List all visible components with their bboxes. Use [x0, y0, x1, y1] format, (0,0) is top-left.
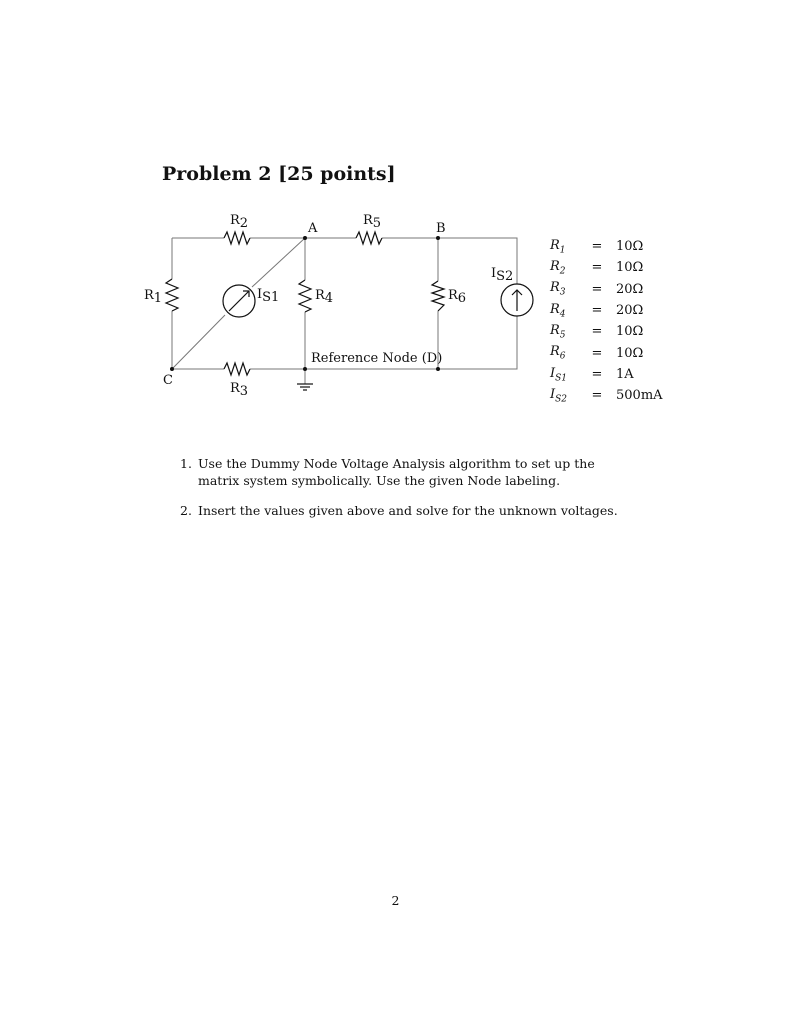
value-amount: 10Ω: [616, 324, 644, 340]
value-row: [550, 279, 663, 300]
component-values-table: [550, 236, 663, 406]
value-symbol-base: R: [550, 259, 560, 275]
value-symbol-base: I: [550, 365, 556, 381]
value-symbol-sub: 4: [559, 309, 566, 320]
value-symbol: [550, 364, 582, 385]
value-symbol-base: R: [550, 344, 560, 360]
node-dot-a: [303, 236, 307, 240]
value-equals: =: [591, 281, 603, 297]
resistor-r5: [356, 232, 382, 244]
label-is2: IS2: [491, 266, 514, 284]
value-equals: =: [591, 303, 603, 319]
label-is1: IS1: [257, 287, 280, 305]
value-symbol-sub: 5: [559, 330, 566, 341]
node-dot-d2: [436, 367, 440, 371]
value-symbol: [550, 385, 582, 406]
value-amount: 1A: [616, 366, 634, 382]
value-amount: 10Ω: [616, 345, 644, 361]
value-symbol-sub: 3: [559, 288, 566, 299]
value-symbol-sub: S1: [555, 373, 568, 384]
value-row: [550, 300, 663, 321]
value-row: [550, 236, 663, 257]
resistor-r4: [299, 280, 311, 312]
value-symbol-base: I: [550, 386, 556, 402]
value-symbol: [550, 342, 582, 363]
value-amount: 10Ω: [616, 260, 644, 276]
value-symbol: [550, 321, 582, 342]
current-source-is2: [501, 284, 533, 316]
task-text: Insert the values given above and solve for the unknown voltages.: [198, 503, 618, 518]
value-symbol-sub: 6: [559, 351, 566, 362]
value-symbol-base: R: [550, 280, 560, 296]
value-amount: 20Ω: [616, 281, 644, 297]
node-label-c: C: [163, 373, 173, 388]
label-r2: R2: [230, 213, 249, 231]
task-item: [180, 455, 640, 489]
value-symbol: [550, 279, 582, 300]
node-dot-c: [170, 367, 174, 371]
node-dot-b: [436, 236, 440, 240]
label-r1: R1: [144, 288, 163, 306]
value-equals: =: [591, 345, 603, 361]
value-row: [550, 364, 663, 385]
value-row: [550, 342, 663, 363]
current-source-is1: [223, 285, 255, 317]
page-number: 2: [391, 893, 400, 908]
value-symbol-sub: S2: [555, 394, 568, 405]
label-r3: R3: [230, 381, 249, 399]
task-item: [180, 502, 640, 519]
label-r6: R6: [448, 288, 467, 306]
value-amount: 20Ω: [616, 303, 644, 319]
resistor-r1: [166, 279, 178, 311]
value-row: [550, 385, 663, 406]
node-label-reference: Reference Node (D): [311, 351, 443, 366]
value-equals: =: [591, 324, 603, 340]
resistor-r6: [432, 281, 444, 311]
value-symbol-sub: 1: [559, 245, 566, 256]
node-dot-d: [303, 367, 307, 371]
node-label-b: B: [436, 221, 446, 236]
value-equals: =: [591, 388, 603, 404]
value-symbol: [550, 257, 582, 278]
value-symbol-base: R: [550, 301, 560, 317]
value-symbol-base: R: [550, 237, 560, 253]
task-list: [180, 455, 640, 532]
resistor-r2: [224, 232, 250, 244]
value-symbol-sub: 2: [559, 266, 566, 277]
task-number: 1.: [180, 456, 192, 471]
value-equals: =: [591, 260, 603, 276]
value-equals: =: [591, 366, 603, 382]
value-row: [550, 257, 663, 278]
resistor-r3: [224, 363, 250, 375]
value-equals: =: [591, 239, 603, 255]
label-r5: R5: [363, 213, 382, 231]
value-symbol: [550, 300, 582, 321]
label-r4: R4: [315, 288, 334, 306]
value-symbol: [550, 236, 582, 257]
task-number: 2.: [180, 503, 192, 518]
value-amount: 500mA: [616, 388, 663, 404]
value-amount: 10Ω: [616, 239, 644, 255]
task-text: Use the Dummy Node Voltage Analysis algorithm to set up the matrix system symbolically. Use the given Node labeling.: [198, 456, 595, 488]
value-symbol-base: R: [550, 323, 560, 339]
value-row: [550, 321, 663, 342]
ground-symbol: [297, 384, 313, 390]
problem-title: Problem 2 [25 points]: [162, 163, 396, 185]
node-label-a: A: [308, 221, 318, 236]
